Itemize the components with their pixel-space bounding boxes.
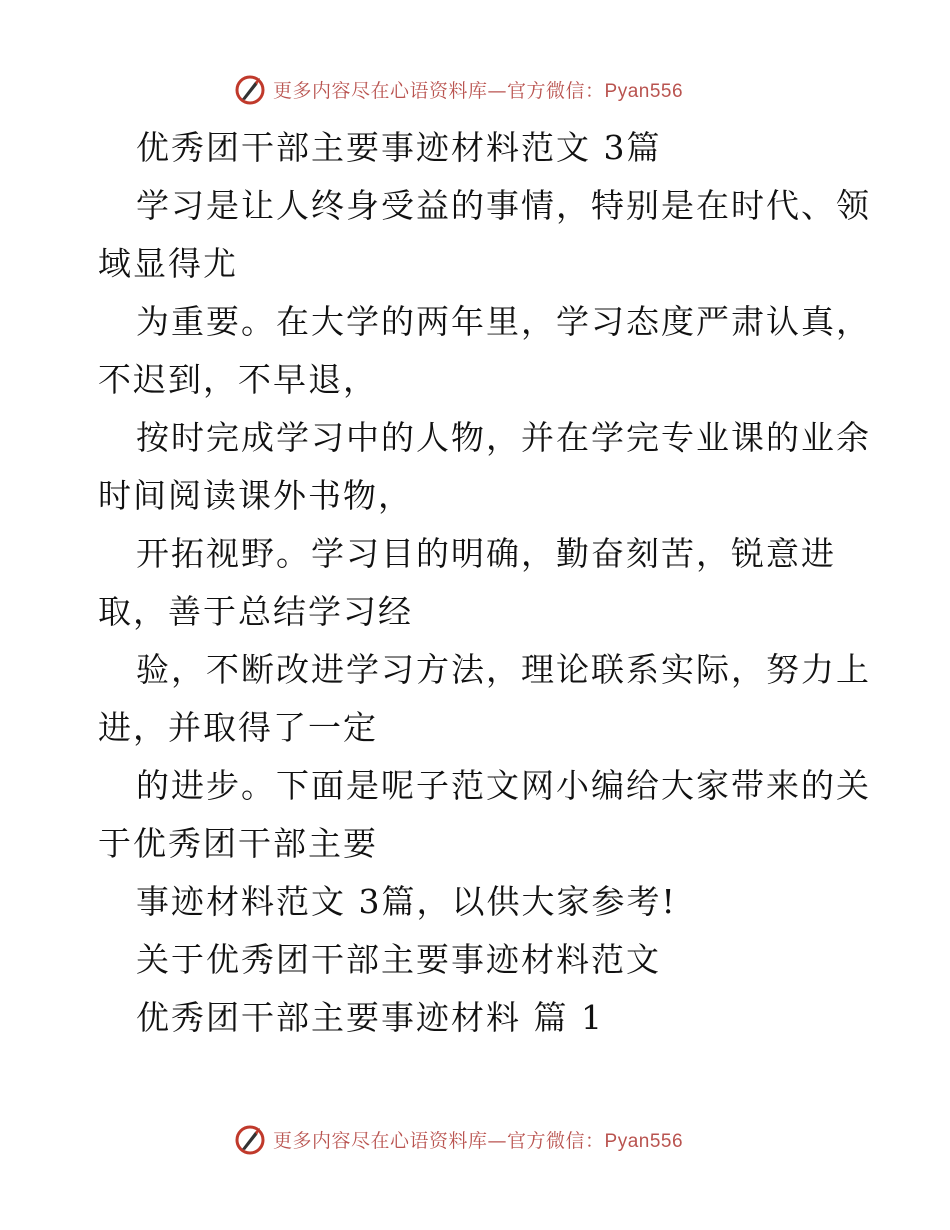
text-line: 优秀团干部主要事迹材料范文 3篇 bbox=[136, 128, 662, 167]
text-line: 为重要。在大学的两年里，学习态度严肃认真， bbox=[136, 302, 871, 341]
text-line: 进，并取得了一定 bbox=[98, 708, 378, 747]
text-line: 验，不断改进学习方法，理论联系实际，努力上 bbox=[136, 650, 871, 689]
text-line: 优秀团干部主要事迹材料 篇 1 bbox=[136, 998, 604, 1037]
document-body bbox=[98, 119, 871, 1047]
text-line: 按时完成学习中的人物，并在学完专业课的业余 bbox=[136, 418, 871, 457]
banner-wechat-id: Pyan556 bbox=[604, 1130, 684, 1152]
banner-slogan: 更多内容尽在心语资料库—官方微信： bbox=[273, 1129, 605, 1152]
text-line: 关于优秀团干部主要事迹材料范文 bbox=[136, 940, 661, 979]
footer-watermark-banner bbox=[233, 1122, 683, 1156]
text-line: 事迹材料范文 3篇，以供大家参考! bbox=[136, 882, 677, 921]
text-line: 取，善于总结学习经 bbox=[98, 592, 413, 631]
text-line: 域显得尤 bbox=[98, 244, 238, 283]
text-line: 不迟到，不早退， bbox=[98, 360, 378, 399]
text-line: 时间阅读课外书物， bbox=[98, 476, 413, 515]
banner-slogan: 更多内容尽在心语资料库—官方微信： bbox=[273, 79, 605, 102]
text-line: 开拓视野。学习目的明确，勤奋刻苦，锐意进 bbox=[136, 534, 836, 573]
quill-pen-logo-icon bbox=[233, 72, 267, 106]
quill-pen-logo-icon bbox=[233, 1122, 267, 1156]
header-watermark-banner bbox=[233, 72, 683, 106]
text-line: 学习是让人终身受益的事情，特别是在时代、领 bbox=[136, 186, 871, 225]
banner-text bbox=[273, 76, 683, 103]
text-line: 的进步。下面是呢子范文网小编给大家带来的关 bbox=[136, 766, 871, 805]
text-line: 于优秀团干部主要 bbox=[98, 824, 378, 863]
banner-wechat-id: Pyan556 bbox=[604, 80, 684, 102]
banner-text bbox=[273, 1126, 683, 1153]
